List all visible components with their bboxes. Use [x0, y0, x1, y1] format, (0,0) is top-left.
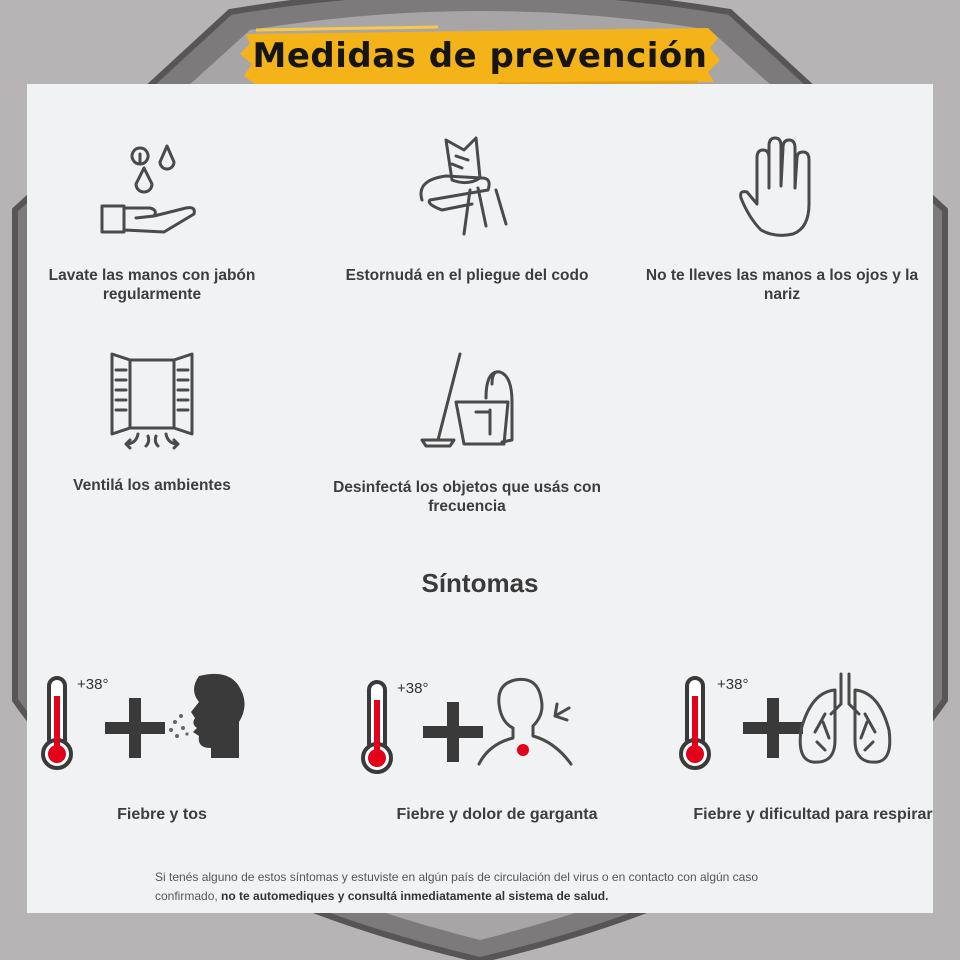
prevention-item-sneeze-elbow: [327, 134, 607, 285]
temperature-label: +38°: [397, 680, 429, 697]
prevention-item-ventilation: [37, 346, 267, 495]
symptom-cough: [27, 670, 327, 830]
hand-washing-icon: [92, 136, 212, 246]
temperature-label: +38°: [717, 676, 749, 693]
plus-icon: [743, 698, 803, 758]
thermometer-icon: [359, 678, 399, 778]
plus-icon: [105, 698, 165, 758]
symptom-label: Fiebre y dolor de garganta: [396, 806, 598, 823]
prevention-label: No te lleves las manos a los ojos y la nariz: [645, 267, 919, 303]
symptom-sore-throat: [357, 670, 657, 830]
temperature-label: +38°: [77, 676, 109, 693]
page-title: Medidas de prevención: [252, 36, 708, 76]
plus-icon: [423, 702, 483, 762]
prevention-label: Estornudá en el pliegue del codo: [345, 267, 589, 284]
cleaning-supplies-icon: [412, 348, 522, 458]
symptom-label: Fiebre y tos: [117, 806, 207, 823]
footnote-text: Si tenés alguno de estos síntomas y estuviste en algún país de circulación del virus o en contacto con algún caso confirmado,: [155, 870, 759, 903]
prevention-label: Desinfectá los objetos que usás con frecuencia: [333, 479, 601, 515]
prevention-label: Ventilá los ambientes: [73, 477, 231, 494]
symptom-breathing: [671, 670, 960, 830]
cough-icon: [165, 672, 265, 762]
prevention-item-hand-stop: [637, 134, 927, 304]
symptom-label: Fiebre y dificultad para respirar: [693, 806, 933, 823]
lungs-icon: [795, 670, 895, 770]
prevention-label: Lavate las manos con jabón regularmente: [48, 267, 256, 303]
symptoms-title: Síntomas: [421, 568, 539, 598]
prevention-item-hand-washing: [37, 136, 267, 304]
open-window-icon: [102, 346, 202, 456]
sore-throat-icon: [475, 674, 575, 774]
thermometer-icon: [677, 674, 717, 774]
sneeze-elbow-icon: [412, 134, 522, 246]
prevention-item-disinfect: [317, 348, 617, 516]
info-panel: [27, 84, 933, 913]
footnote: [155, 868, 795, 906]
footnote-emphasis: no te automediques y consultá inmediatamente al sistema de salud.: [221, 889, 609, 903]
title-banner: [238, 24, 722, 88]
thermometer-icon: [39, 674, 79, 774]
hand-stop-icon: [727, 134, 837, 246]
